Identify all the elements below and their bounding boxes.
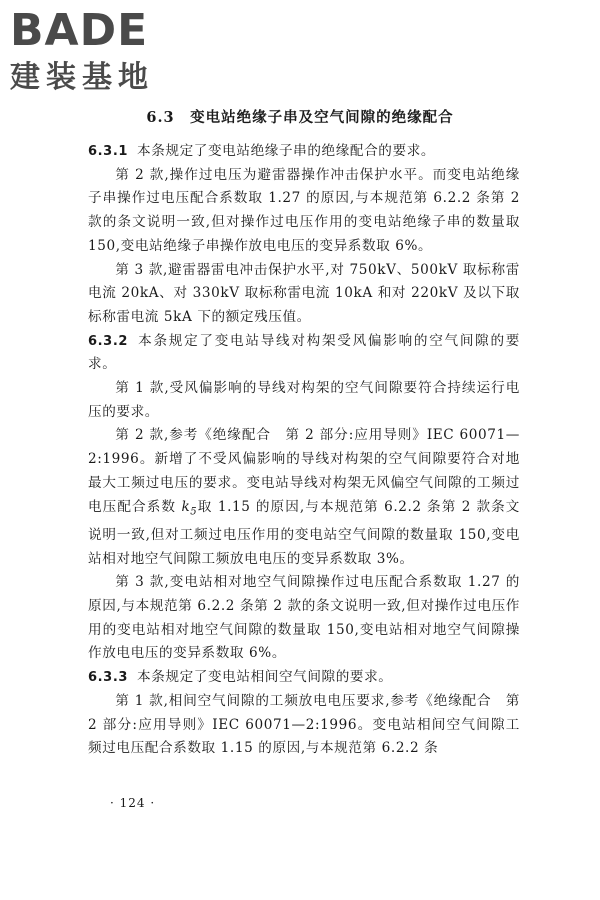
publisher-logo — [10, 5, 154, 96]
coefficient-subscript: 5 — [190, 506, 198, 518]
section-heading: 6.3 变电站绝缘子串及空气间隙的绝缘配合 — [146, 109, 454, 126]
paragraph-text: 本条规定了变电站绝缘子串的绝缘配合的要求。 — [137, 143, 436, 159]
clause-number: 6.3.2 — [88, 333, 129, 349]
paragraph: 第 1 款,受风偏影响的导线对构架的空气间隙要符合持续运行电压的要求。 — [88, 380, 520, 420]
paragraph-text: 本条规定了变电站导线对构架受风偏影响的空气间隙的要求。 — [88, 332, 520, 373]
clause-number: 6.3.3 — [88, 670, 129, 686]
clause-number: 6.3.1 — [88, 144, 129, 159]
coefficient-symbol: k — [181, 498, 191, 515]
paragraph-text: 本条规定了变电站相间空气间隙的要求。 — [137, 669, 393, 686]
paragraph-text: 第 2 款,参考《绝缘配合 第 2 部分:应用导则》IEC 60071—2:1996。新增了不受风偏影响的导线对构架的空气间隙要符合对地最大工频过电压的要求。变电站导线对构架无风偏空气间隙的工频过电压配合系数 — [88, 427, 520, 515]
paragraph: 第 1 款,相间空气间隙的工频放电电压要求,参考《绝缘配合 第 2 部分:应用导则》IEC 60071—2:1996。变电站相间空气间隙工频过电压配合系数取 1.15 的原因,与本规范第 6.2.2 条 — [88, 692, 520, 757]
paragraph: 第 3 款,变电站相对地空气间隙操作过电压配合系数取 1.27 的原因,与本规范第 6.2.2 条第 2 款的条文说明一致,但对操作过电压作用的变电站相对地空气间隙的数量取 150,变电站相对地空气间隙操作放电电压的变异系数取 6%。 — [88, 574, 520, 662]
logo-chinese-text: 建装基地 — [10, 60, 154, 95]
paragraph: 第 3 款,避雷器雷电冲击保护水平,对 750kV、500kV 取标称雷电流 20kA、对 330kV 取标称雷电流 10kA 和对 220kV 及以下取标称雷电流 5kA 下的额定残压值。 — [88, 261, 520, 325]
clause-paragraph — [88, 330, 520, 377]
body-text — [88, 140, 520, 761]
paragraph — [88, 424, 520, 571]
page-number: · 124 · — [110, 796, 156, 810]
paragraph: 第 2 款,操作过电压为避雷器操作冲击保护水平。而变电站绝缘子串操作过电压配合系数取 1.27 的原因,与本规范第 6.2.2 条第 2 款的条文说明一致,但对操作过电压作用的变电站绝缘子串的数量取 150,变电站绝缘子串操作放电电压的变异系数取 6%。 — [88, 166, 520, 254]
paragraph-text: 取 1.15 的原因,与本规范第 6.2.2 条第 2 款条文说明一致,但对工频过电压作用的变电站空气间隙的数量取 150,变电站相对地空气间隙工频放电电压的变异系数取 3%。 — [88, 498, 520, 567]
clause-paragraph — [88, 140, 520, 164]
logo-latin-text: BADE — [10, 5, 149, 56]
clause-paragraph — [88, 666, 520, 690]
